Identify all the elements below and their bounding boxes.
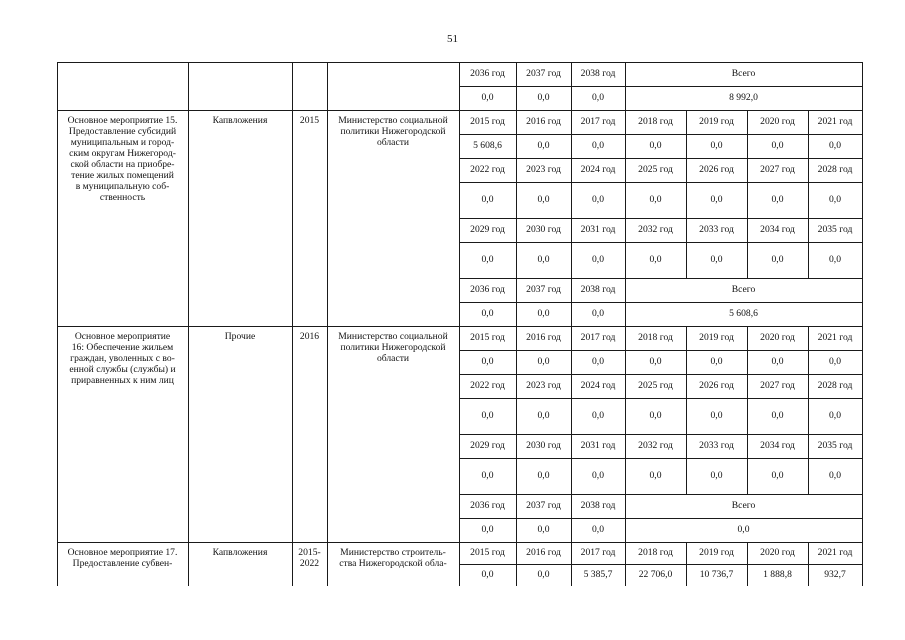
year-label: 2028 год <box>817 380 853 391</box>
cell-divider <box>862 218 863 278</box>
row-rule <box>459 278 862 279</box>
year-label: 2034 год <box>760 224 795 235</box>
cell-divider <box>862 374 863 434</box>
year-value: 0,0 <box>649 470 662 481</box>
year-label: 2038 год <box>580 500 616 511</box>
executor: Министерство социальной политики Нижегородской области <box>338 331 448 364</box>
year-label: 2026 год <box>699 380 734 391</box>
year-label: 2021 год <box>817 547 853 558</box>
year-label: 2016 год <box>526 547 561 558</box>
year-label: 2016 год <box>526 332 561 343</box>
measure-name: Основное мероприятие 15. Предоставление субсидий муниципальным и город- ским округам Нижегород- ской области на приобре- тение жилых помещений в муниципальную соб- ственность <box>67 115 178 203</box>
row-rule <box>459 350 862 351</box>
year-label: 2035 год <box>817 224 853 235</box>
column-rule <box>188 62 189 586</box>
year-label: 2027 год <box>760 164 795 175</box>
block-rule <box>57 326 863 327</box>
year-value: 0,0 <box>771 254 784 265</box>
year-value: 0,0 <box>710 470 723 481</box>
year-value: 0,0 <box>537 410 550 421</box>
implementation-years: 2015- 2022 <box>298 547 321 569</box>
cell-divider <box>862 326 863 374</box>
year-value: 0,0 <box>481 308 494 319</box>
year-value: 0,0 <box>710 410 723 421</box>
year-value: 0,0 <box>537 254 550 265</box>
year-label: 2024 год <box>580 380 616 391</box>
year-value: 0,0 <box>592 254 604 265</box>
executor: Министерство строитель- ства Нижегородской обла- <box>339 547 447 569</box>
year-label: 2034 год <box>760 440 795 451</box>
year-label: 2015 год <box>470 116 505 127</box>
year-label: 2029 год <box>470 440 505 451</box>
year-value: 22 706,0 <box>638 569 673 580</box>
year-label: 2033 год <box>699 440 734 451</box>
year-value: 0,0 <box>481 92 494 103</box>
measure-name: Основное мероприятие 17. Предоставление субвен- <box>67 547 178 569</box>
year-value: 0,0 <box>592 410 604 421</box>
year-label: 2015 год <box>470 332 505 343</box>
year-label: 2029 год <box>470 224 505 235</box>
year-value: 0,0 <box>829 356 841 367</box>
row-rule <box>459 434 862 435</box>
row-rule <box>459 494 862 495</box>
year-value: 0,0 <box>649 140 662 151</box>
year-label: 2032 год <box>638 440 673 451</box>
year-label: 2019 год <box>699 547 734 558</box>
year-value: 0,0 <box>537 524 550 535</box>
year-label: 2027 год <box>760 380 795 391</box>
year-label: 2021 год <box>817 116 853 127</box>
row-rule <box>459 158 862 159</box>
year-label: 2017 год <box>580 547 616 558</box>
year-label: 2018 год <box>638 547 673 558</box>
row-rule <box>459 302 862 303</box>
year-value: 0,0 <box>481 569 494 580</box>
cell-divider <box>862 110 863 158</box>
year-value: 0,0 <box>771 140 784 151</box>
total-label: Всего <box>731 500 756 511</box>
year-value: 0,0 <box>771 410 784 421</box>
year-value: 0,0 <box>649 254 662 265</box>
cell-divider <box>862 158 863 218</box>
year-label: 2032 год <box>638 224 673 235</box>
year-value: 0,0 <box>771 470 784 481</box>
year-label: 2022 год <box>470 164 505 175</box>
table-top <box>57 62 863 63</box>
year-label: 2023 год <box>526 164 561 175</box>
year-value: 0,0 <box>829 470 841 481</box>
year-value: 0,0 <box>592 470 604 481</box>
year-label: 2031 год <box>580 224 616 235</box>
column-rule <box>292 62 293 586</box>
year-value: 0,0 <box>537 356 550 367</box>
year-label: 2030 год <box>526 224 561 235</box>
year-label: 2017 год <box>580 332 616 343</box>
row-rule <box>459 134 862 135</box>
year-value: 5 608,6 <box>473 140 502 151</box>
year-value: 0,0 <box>537 140 550 151</box>
year-label: 2019 год <box>699 116 734 127</box>
year-label: 2018 год <box>638 332 673 343</box>
year-value: 0,0 <box>649 194 662 205</box>
year-value: 0,0 <box>710 140 723 151</box>
total-label: Всего <box>731 68 756 79</box>
block-rule <box>57 110 863 111</box>
cell-divider <box>862 434 863 494</box>
year-value: 0,0 <box>710 356 723 367</box>
year-value: 0,0 <box>537 470 550 481</box>
row-rule <box>459 458 862 459</box>
implementation-years: 2015 <box>299 115 320 126</box>
year-value: 0,0 <box>481 356 494 367</box>
year-label: 2023 год <box>526 380 561 391</box>
cell-divider <box>862 278 863 326</box>
total-value: 5 608,6 <box>729 308 758 319</box>
row-rule <box>459 398 862 399</box>
executor: Министерство социальной политики Нижегородской области <box>338 115 448 148</box>
cell-divider <box>862 62 863 110</box>
year-label: 2020 год <box>760 547 795 558</box>
row-rule <box>459 564 862 565</box>
year-value: 0,0 <box>771 194 784 205</box>
year-value: 0,0 <box>537 92 550 103</box>
funding-type: Капвложения <box>212 547 268 558</box>
year-value: 0,0 <box>829 140 841 151</box>
row-rule <box>459 218 862 219</box>
block-rule <box>57 542 863 543</box>
year-value: 0,0 <box>481 524 494 535</box>
total-value: 8 992,0 <box>729 92 758 103</box>
year-value: 0,0 <box>481 470 494 481</box>
year-label: 2020 год <box>760 116 795 127</box>
year-label: 2030 год <box>526 440 561 451</box>
funding-type: Капвложения <box>212 115 268 126</box>
year-value: 0,0 <box>537 194 550 205</box>
year-label: 2036 год <box>470 500 505 511</box>
year-value: 1 888,8 <box>763 569 792 580</box>
implementation-years: 2016 <box>299 331 320 342</box>
year-label: 2025 год <box>638 164 673 175</box>
year-label: 2028 год <box>817 164 853 175</box>
row-rule <box>459 518 862 519</box>
funding-type: Прочие <box>224 331 256 342</box>
year-label: 2036 год <box>470 68 505 79</box>
year-value: 0,0 <box>829 254 841 265</box>
year-value: 0,0 <box>592 92 604 103</box>
year-value: 0,0 <box>592 194 604 205</box>
year-label: 2037 год <box>526 500 561 511</box>
year-label: 2026 год <box>699 164 734 175</box>
year-value: 0,0 <box>592 524 604 535</box>
row-rule <box>459 86 862 87</box>
year-label: 2018 год <box>638 116 673 127</box>
year-value: 0,0 <box>592 356 604 367</box>
year-value: 0,0 <box>771 356 784 367</box>
year-value: 0,0 <box>710 254 723 265</box>
year-value: 0,0 <box>649 356 662 367</box>
year-label: 2033 год <box>699 224 734 235</box>
year-label: 2038 год <box>580 284 616 295</box>
row-rule <box>459 182 862 183</box>
year-value: 0,0 <box>481 410 494 421</box>
year-value: 0,0 <box>481 194 494 205</box>
year-label: 2022 год <box>470 380 505 391</box>
year-value: 10 736,7 <box>699 569 734 580</box>
cell-divider <box>862 494 863 542</box>
row-rule <box>459 242 862 243</box>
year-label: 2019 год <box>699 332 734 343</box>
year-label: 2017 год <box>580 116 616 127</box>
year-label: 2024 год <box>580 164 616 175</box>
year-value: 0,0 <box>649 410 662 421</box>
year-value: 0,0 <box>829 410 841 421</box>
cell-divider <box>862 542 863 586</box>
measure-name: Основное мероприятие 16: Обеспечение жильем граждан, уволенных с во- енной службы (службы) и приравненных к ним лиц <box>69 331 176 386</box>
year-label: 2036 год <box>470 284 505 295</box>
year-label: 2035 год <box>817 440 853 451</box>
year-value: 5 385,7 <box>583 569 613 580</box>
total-label: Всего <box>731 284 756 295</box>
total-value: 0,0 <box>737 524 750 535</box>
year-value: 932,7 <box>824 569 846 580</box>
year-label: 2031 год <box>580 440 616 451</box>
year-label: 2020 год <box>760 332 795 343</box>
year-label: 2037 год <box>526 284 561 295</box>
year-value: 0,0 <box>829 194 841 205</box>
year-label: 2038 год <box>580 68 616 79</box>
year-value: 0,0 <box>537 308 550 319</box>
year-value: 0,0 <box>710 194 723 205</box>
page-number: 51 <box>447 33 458 45</box>
year-value: 0,0 <box>537 569 550 580</box>
column-rule <box>57 62 58 586</box>
year-label: 2016 год <box>526 116 561 127</box>
year-label: 2025 год <box>638 380 673 391</box>
row-rule <box>459 374 862 375</box>
year-value: 0,0 <box>592 308 604 319</box>
year-label: 2015 год <box>470 547 505 558</box>
year-value: 0,0 <box>592 140 604 151</box>
year-value: 0,0 <box>481 254 494 265</box>
year-label: 2037 год <box>526 68 561 79</box>
year-label: 2021 год <box>817 332 853 343</box>
